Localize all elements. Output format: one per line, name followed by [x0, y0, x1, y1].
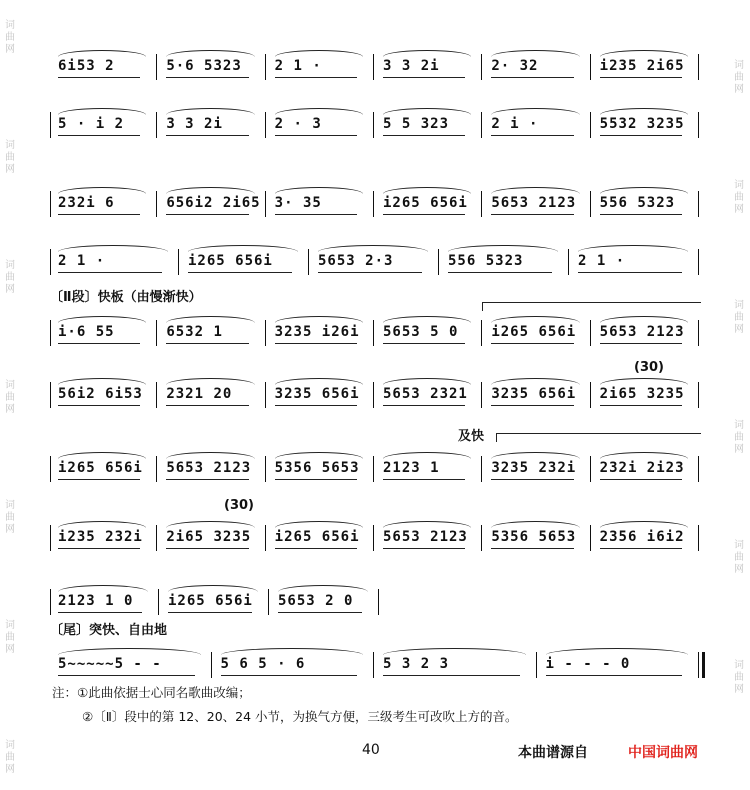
slur [221, 648, 364, 655]
slur [600, 452, 688, 459]
measure: i265 656i [491, 324, 577, 340]
slur [491, 187, 579, 194]
beam-line [383, 479, 465, 480]
staff-row-5 [50, 312, 700, 352]
barline [536, 652, 537, 678]
barline [373, 382, 374, 408]
beam-line [275, 135, 357, 136]
barline [265, 112, 266, 138]
barline [481, 112, 482, 138]
barline [590, 320, 591, 346]
beam-line [600, 479, 682, 480]
beam-line [278, 612, 362, 613]
measure: 5 3 2 3 [383, 656, 450, 672]
beam-line [600, 405, 682, 406]
measure: i235 232i [58, 529, 143, 545]
slur [166, 187, 254, 194]
staff-row-4 [50, 241, 700, 281]
measure: i265 656i [58, 460, 143, 476]
measure: 3 3 2i [166, 116, 223, 132]
measure: 2 · 3 [274, 116, 322, 132]
barline [50, 525, 51, 551]
beam-line [166, 405, 248, 406]
beam-line [275, 77, 357, 78]
beam-line [383, 135, 465, 136]
ending-bracket-2 [496, 433, 701, 442]
measure: 5 · i 2 [58, 116, 125, 132]
measure: 5653 2123 [599, 324, 685, 340]
barline [156, 456, 157, 482]
slur [600, 50, 688, 57]
measure: i265 656i [383, 195, 468, 211]
measure: 232i 2i23 [599, 460, 685, 476]
slur [491, 521, 579, 528]
slur [166, 378, 254, 385]
measure: 556 5323 [599, 195, 676, 211]
staff-row-3 [50, 183, 700, 223]
barline [373, 652, 374, 678]
slur [58, 648, 201, 655]
measure: 5·6 5323 [166, 58, 242, 74]
measure: 5356 5653 [491, 529, 577, 545]
barline [156, 54, 157, 80]
measure: 3 3 2i [383, 58, 440, 74]
staff-row-2 [50, 104, 700, 144]
watermark-right-3: 词曲网 [734, 300, 744, 335]
watermark-right-4: 词曲网 [734, 420, 744, 455]
measure: 656i2 2i65 [166, 195, 261, 211]
slur [600, 187, 688, 194]
barline [481, 54, 482, 80]
beam-line [58, 214, 140, 215]
measure: 2· 32 [491, 58, 539, 74]
slur [168, 585, 258, 592]
slur [58, 316, 146, 323]
measure: 5653 2 0 [278, 593, 354, 609]
barline [373, 525, 374, 551]
barline [698, 249, 699, 275]
measure: 3235 232i [491, 460, 577, 476]
barline [698, 652, 699, 678]
beam-line [58, 135, 140, 136]
beam-line [166, 479, 248, 480]
beam-line [58, 343, 140, 344]
measure: 5653 2·3 [318, 253, 394, 269]
barline [50, 191, 51, 217]
beam-line [166, 135, 248, 136]
beam-line [491, 214, 573, 215]
slur [188, 245, 298, 252]
watermark-left-4: 词曲网 [5, 380, 15, 415]
watermark-right-6: 词曲网 [734, 660, 744, 695]
slur [546, 648, 689, 655]
measure: 5653 5 0 [383, 324, 459, 340]
beam-line [600, 214, 682, 215]
slur [166, 108, 254, 115]
ending-bracket-1 [482, 302, 701, 311]
barline [156, 525, 157, 551]
slur [491, 50, 579, 57]
measure: 5 6 5 · 6 [220, 656, 306, 672]
beam-line [58, 612, 142, 613]
beam-line [275, 479, 357, 480]
beam-line [600, 343, 682, 344]
slur [383, 378, 471, 385]
barline [590, 191, 591, 217]
staff-row-8 [50, 517, 700, 557]
slur [58, 50, 146, 57]
measure: 3235 656i [274, 386, 360, 402]
beam-line [383, 343, 465, 344]
barline [50, 382, 51, 408]
final-barline [702, 652, 705, 678]
beam-line [383, 77, 465, 78]
watermark-left-2: 词曲网 [5, 140, 15, 175]
barline [308, 249, 309, 275]
beam-line [448, 272, 552, 273]
barline [698, 456, 699, 482]
beam-line [275, 548, 357, 549]
barline [158, 589, 159, 615]
beam-line [166, 548, 248, 549]
slur [600, 521, 688, 528]
slur [166, 452, 254, 459]
measure: i265 656i [188, 253, 273, 269]
site-name: 中国词曲网 [628, 745, 698, 761]
barline [265, 191, 266, 217]
measure: 5653 2123 [166, 460, 252, 476]
barline [265, 54, 266, 80]
beam-line [600, 77, 682, 78]
slur [275, 187, 363, 194]
measure: 5 5 323 [383, 116, 450, 132]
measure: 2356 i6i2 [599, 529, 685, 545]
beam-line [600, 548, 682, 549]
barline [156, 191, 157, 217]
beam-line [491, 548, 573, 549]
beam-line [58, 405, 140, 406]
barline [568, 249, 569, 275]
barline [156, 320, 157, 346]
staff-row-9 [50, 581, 700, 621]
slur [318, 245, 428, 252]
slur [58, 187, 146, 194]
barline [373, 54, 374, 80]
measure: 2 1 · [274, 58, 322, 74]
measure: 2 1 · [58, 253, 106, 269]
slur [491, 108, 579, 115]
measure: i265 656i [168, 593, 253, 609]
barline [590, 456, 591, 482]
barline [481, 320, 482, 346]
bar-number-30-a: (30) [634, 360, 664, 375]
beam-line [491, 77, 573, 78]
measure: 5~~~~~5 - - [58, 656, 162, 672]
barline [265, 382, 266, 408]
slur [578, 245, 688, 252]
watermark-left-5: 词曲网 [5, 500, 15, 535]
barline [211, 652, 212, 678]
beam-line [275, 214, 357, 215]
slur [58, 585, 148, 592]
watermark-left-7: 词曲网 [5, 740, 15, 775]
beam-line [58, 675, 195, 676]
measure: 2123 1 [383, 460, 440, 476]
barline [156, 112, 157, 138]
slur [275, 452, 363, 459]
barline [481, 191, 482, 217]
staff-row-7 [50, 448, 700, 488]
measure: 5653 2123 [491, 195, 577, 211]
barline [373, 456, 374, 482]
measure: 56i2 6i53 [58, 386, 143, 402]
beam-line [58, 548, 140, 549]
slur [600, 316, 688, 323]
beam-line [58, 272, 162, 273]
watermark-right-1: 词曲网 [734, 60, 744, 95]
measure: 5653 2123 [383, 529, 468, 545]
measure: i - - - 0 [545, 656, 631, 672]
barline [50, 249, 51, 275]
measure: 3235 i26i [274, 324, 360, 340]
barline [590, 54, 591, 80]
slur [383, 50, 471, 57]
barline [438, 249, 439, 275]
barline [373, 191, 374, 217]
barline [590, 112, 591, 138]
barline [373, 112, 374, 138]
beam-line [578, 272, 682, 273]
tempo-jikuai-label: 及快 [458, 429, 485, 444]
slur [491, 316, 579, 323]
barline [50, 320, 51, 346]
beam-line [491, 405, 573, 406]
staff-row-10 [50, 644, 700, 684]
slur [383, 108, 471, 115]
barline [481, 525, 482, 551]
measure: 2 i · [491, 116, 539, 132]
watermark-right-5: 词曲网 [734, 540, 744, 575]
bar-number-30-b: (30) [224, 498, 254, 513]
measure: 2321 20 [166, 386, 233, 402]
measure: 556 5323 [448, 253, 524, 269]
slur [58, 521, 146, 528]
barline [265, 525, 266, 551]
barline [698, 382, 699, 408]
barline [590, 525, 591, 551]
measure: 2123 1 0 [58, 593, 134, 609]
barline [698, 320, 699, 346]
barline [698, 112, 699, 138]
beam-line [383, 214, 465, 215]
beam-line [383, 675, 520, 676]
beam-line [58, 479, 140, 480]
slur [275, 50, 363, 57]
beam-line [383, 548, 465, 549]
beam-line [166, 343, 248, 344]
barline [50, 112, 51, 138]
measure: 232i 6 [58, 195, 115, 211]
beam-line [58, 77, 140, 78]
barline [698, 191, 699, 217]
watermark-left-1: 词曲网 [5, 20, 15, 55]
beam-line [383, 405, 465, 406]
staff-row-1 [50, 46, 700, 86]
page-number: 40 [362, 742, 380, 758]
coda-label: 〔尾〕突快、自由地 [50, 623, 168, 638]
beam-line [318, 272, 422, 273]
slur [275, 108, 363, 115]
barline [698, 54, 699, 80]
slur [275, 378, 363, 385]
measure: 2i65 3235 [599, 386, 685, 402]
barline [481, 382, 482, 408]
slur [166, 521, 254, 528]
beam-line [168, 612, 252, 613]
beam-line [275, 343, 357, 344]
beam-line [491, 135, 573, 136]
measure: 6i53 2 [58, 58, 115, 74]
slur [383, 521, 471, 528]
watermark-left-3: 词曲网 [5, 260, 15, 295]
slur [448, 245, 558, 252]
barline [178, 249, 179, 275]
slur [166, 50, 254, 57]
slur [278, 585, 368, 592]
beam-line [491, 479, 573, 480]
beam-line [166, 214, 248, 215]
beam-line [491, 343, 573, 344]
slur [58, 108, 146, 115]
beam-line [600, 135, 682, 136]
barline [265, 320, 266, 346]
slur [275, 316, 363, 323]
measure: 3· 35 [274, 195, 322, 211]
slur [491, 452, 579, 459]
slur [58, 452, 146, 459]
staff-row-6 [50, 374, 700, 414]
measure: 3235 656i [491, 386, 577, 402]
slur [383, 316, 471, 323]
barline [378, 589, 379, 615]
slur [600, 378, 688, 385]
slur [491, 378, 579, 385]
beam-line [546, 675, 683, 676]
slur [383, 648, 526, 655]
measure: i235 2i65 [599, 58, 685, 74]
measure: i·6 55 [58, 324, 115, 340]
barline [590, 382, 591, 408]
section-2-label: 〔Ⅱ段〕快板（由慢渐快） [50, 290, 202, 305]
barline [265, 456, 266, 482]
slur [58, 245, 168, 252]
slur [166, 316, 254, 323]
barline [481, 456, 482, 482]
barline [268, 589, 269, 615]
beam-line [275, 405, 357, 406]
measure: i265 656i [274, 529, 360, 545]
beam-line [188, 272, 292, 273]
barline [50, 456, 51, 482]
note-line-2: ②〔Ⅱ〕段中的第 12、20、24 小节，为换气方便，三级考生可改吹上方的音。 [82, 709, 518, 724]
measure: 6532 1 [166, 324, 223, 340]
barline [50, 589, 51, 615]
barline [156, 382, 157, 408]
barline [373, 320, 374, 346]
measure: 2 1 · [578, 253, 626, 269]
source-label: 本曲谱源自 [518, 745, 588, 761]
note-line-1: 注：①此曲依据士心同名歌曲改编； [52, 685, 251, 700]
measure: 5532 3235 [599, 116, 685, 132]
measure: 5653 2321 [383, 386, 468, 402]
slur [383, 187, 471, 194]
slur [275, 521, 363, 528]
beam-line [166, 77, 248, 78]
watermark-left-6: 词曲网 [5, 620, 15, 655]
measure: 2i65 3235 [166, 529, 252, 545]
slur [383, 452, 471, 459]
barline [698, 525, 699, 551]
beam-line [221, 675, 358, 676]
slur [600, 108, 688, 115]
measure: 5356 5653 [274, 460, 360, 476]
slur [58, 378, 146, 385]
watermark-right-2: 词曲网 [734, 180, 744, 215]
